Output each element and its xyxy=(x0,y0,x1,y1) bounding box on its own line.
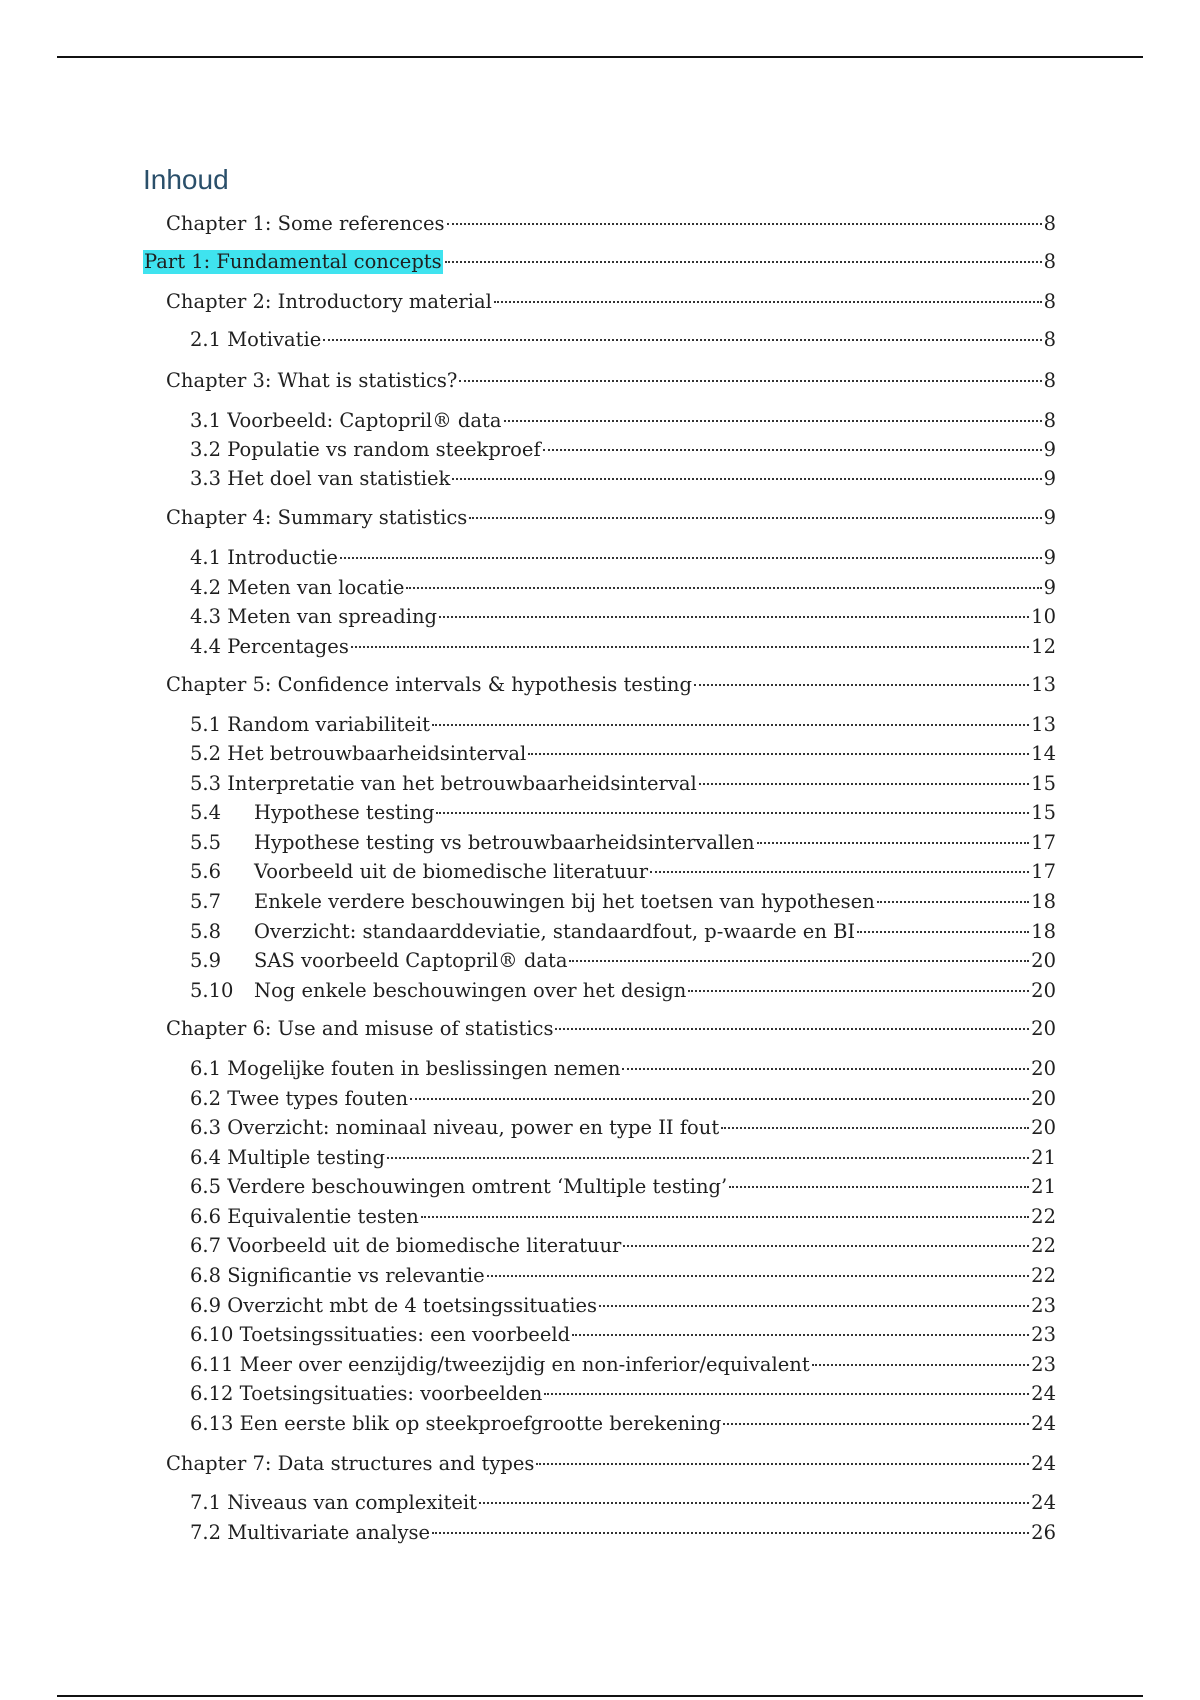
toc-entry-title: 6.5 Verdere beschouwingen omtrent ‘Multiple testing’ xyxy=(190,1175,728,1198)
toc-entry[interactable] xyxy=(190,1116,1056,1142)
toc-entry[interactable] xyxy=(166,212,1056,238)
dot-leader xyxy=(406,587,1041,589)
toc-entry-page: 22 xyxy=(1031,1264,1056,1287)
toc-entry-title-highlighted: Part 1: Fundamental concepts xyxy=(144,250,442,273)
toc-entry[interactable] xyxy=(190,409,1056,435)
toc-entry-number: 5.6 xyxy=(190,860,222,883)
dot-leader xyxy=(340,557,1042,559)
toc-entry-page: 9 xyxy=(1043,576,1056,599)
dot-leader xyxy=(877,901,1029,903)
toc-entry-number: 5.5 xyxy=(190,831,222,854)
toc-entry[interactable] xyxy=(166,1017,1056,1043)
toc-entry-number: 5.9 xyxy=(190,949,222,972)
toc-entry-page: 26 xyxy=(1031,1521,1056,1544)
toc-entry-page: 24 xyxy=(1031,1491,1056,1514)
toc-entry-page: 9 xyxy=(1043,438,1056,461)
toc-entry-page: 8 xyxy=(1043,369,1056,392)
toc-entry-title: 3.1 Voorbeeld: Captopril® data xyxy=(190,409,502,432)
toc-entry-title: 6.4 Multiple testing xyxy=(190,1146,385,1169)
toc-entry-title: Voorbeeld uit de biomedische literatuur xyxy=(254,860,649,883)
toc-entry-title: Chapter 5: Confidence intervals & hypothesis testing xyxy=(166,673,692,696)
toc-entry[interactable] xyxy=(166,290,1056,316)
toc-entry-title: 3.3 Het doel van statistiek xyxy=(190,467,451,490)
dot-leader xyxy=(694,684,1029,686)
toc-entry[interactable] xyxy=(190,949,1056,975)
dot-leader xyxy=(436,812,1029,814)
toc-heading: Inhoud xyxy=(143,164,229,195)
toc-entry-page: 21 xyxy=(1031,1146,1056,1169)
toc-entry-number: 5.8 xyxy=(190,920,222,943)
toc-entry[interactable] xyxy=(190,1521,1056,1547)
toc-entry[interactable] xyxy=(190,546,1056,572)
dot-leader xyxy=(699,783,1029,785)
toc-entry-title: Overzicht: standaarddeviatie, standaardfout, p-waarde en BI xyxy=(254,920,856,943)
toc-entry[interactable] xyxy=(190,801,1056,827)
toc-entry-page: 14 xyxy=(1031,742,1056,765)
toc-entry-title: 4.3 Meten van spreading xyxy=(190,605,437,628)
dot-leader xyxy=(447,223,1042,225)
dot-leader xyxy=(528,753,1029,755)
toc-entry-title: Chapter 4: Summary statistics xyxy=(166,506,468,529)
toc-entry[interactable] xyxy=(190,1353,1056,1379)
toc-entry-page: 8 xyxy=(1043,250,1056,273)
toc-entry-page: 10 xyxy=(1031,605,1056,628)
toc-entry-title: Chapter 7: Data structures and types xyxy=(166,1452,535,1475)
dot-leader xyxy=(504,420,1042,422)
toc-entry-title: 6.12 Toetsingsituaties: voorbeelden xyxy=(190,1382,543,1405)
toc-entry-page: 23 xyxy=(1031,1323,1056,1346)
dot-leader xyxy=(487,1275,1029,1277)
dot-leader xyxy=(812,1364,1030,1366)
toc-entry[interactable] xyxy=(190,1146,1056,1172)
toc-entry-page: 21 xyxy=(1031,1175,1056,1198)
dot-leader xyxy=(572,1334,1029,1336)
footer-rule xyxy=(57,1695,1143,1697)
dot-leader xyxy=(599,1305,1029,1307)
toc-entry[interactable] xyxy=(166,673,1056,699)
toc-entry-page: 24 xyxy=(1031,1412,1056,1435)
toc-entry-page: 15 xyxy=(1031,801,1056,824)
toc-entry-page: 20 xyxy=(1031,1116,1056,1139)
toc-entry-title: 6.1 Mogelijke fouten in beslissingen nemen xyxy=(190,1057,621,1080)
toc-entry-title: 4.1 Introductie xyxy=(190,546,338,569)
toc-entry-page: 15 xyxy=(1031,772,1056,795)
toc-entry-page: 12 xyxy=(1031,635,1056,658)
toc-entry[interactable] xyxy=(190,1057,1056,1083)
toc-entry[interactable] xyxy=(143,250,1056,276)
toc-entry-title: 6.2 Twee types fouten xyxy=(190,1087,409,1110)
toc-entry-title: Hypothese testing xyxy=(254,801,435,824)
dot-leader xyxy=(536,1463,1029,1465)
toc-entry[interactable] xyxy=(190,1087,1056,1113)
toc-entry-title: 6.10 Toetsingssituaties: een voorbeeld xyxy=(190,1323,571,1346)
dot-leader xyxy=(439,616,1029,618)
toc-entry-page: 8 xyxy=(1043,212,1056,235)
toc-entry-title: SAS voorbeeld Captopril® data xyxy=(254,949,568,972)
toc-entry-title: 6.7 Voorbeeld uit de biomedische literatuur xyxy=(190,1234,622,1257)
toc-entry-page: 23 xyxy=(1031,1294,1056,1317)
toc-entry[interactable] xyxy=(190,742,1056,768)
toc-entry-page: 24 xyxy=(1031,1382,1056,1405)
dot-leader xyxy=(650,871,1029,873)
toc-entry-title: Chapter 2: Introductory material xyxy=(166,290,492,313)
toc-entry[interactable] xyxy=(190,605,1056,631)
dot-leader xyxy=(723,1423,1029,1425)
toc-entry-page: 9 xyxy=(1043,546,1056,569)
dot-leader xyxy=(432,724,1029,726)
toc-entry-title: 4.2 Meten van locatie xyxy=(190,576,405,599)
toc-entry[interactable] xyxy=(190,920,1056,946)
toc-entry-page: 24 xyxy=(1031,1452,1056,1475)
toc-entry-title: 7.2 Multivariate analyse xyxy=(190,1521,431,1544)
toc-entry-title: 5.1 Random variabiliteit xyxy=(190,713,430,736)
toc-entry-page: 8 xyxy=(1043,409,1056,432)
dot-leader xyxy=(494,301,1042,303)
dot-leader xyxy=(351,646,1029,648)
toc-entry-title: Hypothese testing vs betrouwbaarheidsintervallen xyxy=(254,831,755,854)
toc-entry-title: 2.1 Motivatie xyxy=(190,328,322,351)
toc-entry[interactable] xyxy=(190,1294,1056,1320)
dot-leader xyxy=(623,1245,1029,1247)
toc-entry-page: 20 xyxy=(1031,1057,1056,1080)
toc-entry[interactable] xyxy=(190,860,1056,886)
toc-entry[interactable] xyxy=(190,979,1056,1005)
toc-entry-title: 5.3 Interpretatie van het betrouwbaarheidsinterval xyxy=(190,772,697,795)
toc-entry[interactable] xyxy=(190,831,1056,857)
toc-entry-page: 8 xyxy=(1043,328,1056,351)
toc-entry[interactable] xyxy=(190,1264,1056,1290)
toc-entry-number: 5.10 xyxy=(190,979,234,1002)
dot-leader xyxy=(688,990,1029,992)
toc-entry-title: 6.6 Equivalentie testen xyxy=(190,1205,419,1228)
toc-entry-page: 18 xyxy=(1031,890,1056,913)
toc-entry-title: 4.4 Percentages xyxy=(190,635,349,658)
toc-entry-title: 6.3 Overzicht: nominaal niveau, power en type II fout xyxy=(190,1116,720,1139)
toc-entry-page: 22 xyxy=(1031,1234,1056,1257)
dot-leader xyxy=(857,931,1029,933)
toc-entry-page: 20 xyxy=(1031,1017,1056,1040)
toc-entry-page: 9 xyxy=(1043,506,1056,529)
toc-entry-page: 17 xyxy=(1031,831,1056,854)
toc-entry-page: 20 xyxy=(1031,979,1056,1002)
dot-leader xyxy=(555,1028,1029,1030)
dot-leader xyxy=(544,1393,1029,1395)
toc-entry[interactable] xyxy=(190,1234,1056,1260)
toc-entry-page: 22 xyxy=(1031,1205,1056,1228)
toc-entry[interactable] xyxy=(190,635,1056,661)
toc-entry-title: Nog enkele beschouwingen over het design xyxy=(254,979,687,1002)
toc-entry-page: 8 xyxy=(1043,290,1056,313)
toc-entry-title: 6.13 Een eerste blik op steekproefgrootte berekening xyxy=(190,1412,722,1435)
toc-entry-page: 23 xyxy=(1031,1353,1056,1376)
toc-entry-page: 9 xyxy=(1043,467,1056,490)
toc-entry[interactable] xyxy=(190,1175,1056,1201)
dot-leader xyxy=(421,1216,1029,1218)
dot-leader xyxy=(445,261,1042,263)
toc-entry-title: 3.2 Populatie vs random steekproef xyxy=(190,438,541,461)
toc-entry-title: 7.1 Niveaus van complexiteit xyxy=(190,1491,477,1514)
toc-entry-page: 18 xyxy=(1031,920,1056,943)
toc-entry[interactable] xyxy=(166,369,1056,395)
toc-entry[interactable] xyxy=(190,1205,1056,1231)
dot-leader xyxy=(721,1127,1029,1129)
dot-leader xyxy=(459,380,1041,382)
toc-entry-page: 20 xyxy=(1031,1087,1056,1110)
dot-leader xyxy=(469,517,1041,519)
toc-entry-number: 5.4 xyxy=(190,801,222,824)
toc-entry-page: 17 xyxy=(1031,860,1056,883)
toc-entry-page: 13 xyxy=(1031,673,1056,696)
toc-entry[interactable] xyxy=(190,1491,1056,1517)
dot-leader xyxy=(387,1157,1029,1159)
toc-entry[interactable] xyxy=(190,467,1056,493)
toc-entry[interactable] xyxy=(190,576,1056,602)
toc-entry-number: 5.7 xyxy=(190,890,222,913)
toc-entry-title: 6.8 Significantie vs relevantie xyxy=(190,1264,485,1287)
toc-entry-page: 20 xyxy=(1031,949,1056,972)
toc-entry[interactable] xyxy=(166,506,1056,532)
dot-leader xyxy=(432,1532,1029,1534)
toc-entry[interactable] xyxy=(190,438,1056,464)
dot-leader xyxy=(729,1186,1029,1188)
toc-entry[interactable] xyxy=(190,713,1056,739)
toc-entry[interactable] xyxy=(190,1323,1056,1349)
toc-entry[interactable] xyxy=(166,1452,1056,1478)
dot-leader xyxy=(569,960,1029,962)
toc-entry[interactable] xyxy=(190,328,1056,354)
toc-entry-title: 6.11 Meer over eenzijdig/tweezijdig en non-inferior/equivalent xyxy=(190,1353,810,1376)
toc-entry-title: 5.2 Het betrouwbaarheidsinterval xyxy=(190,742,527,765)
dot-leader xyxy=(323,339,1041,341)
dot-leader xyxy=(543,449,1042,451)
toc-entry-page: 13 xyxy=(1031,713,1056,736)
toc-entry-title: Chapter 3: What is statistics? xyxy=(166,369,458,392)
dot-leader xyxy=(757,842,1030,844)
dot-leader xyxy=(479,1502,1029,1504)
dot-leader xyxy=(410,1098,1029,1100)
toc-entry[interactable] xyxy=(190,1412,1056,1438)
dot-leader xyxy=(452,478,1041,480)
toc-entry[interactable] xyxy=(190,890,1056,916)
toc-entry[interactable] xyxy=(190,772,1056,798)
toc-entry-title: 6.9 Overzicht mbt de 4 toetsingssituaties xyxy=(190,1294,598,1317)
dot-leader xyxy=(622,1068,1029,1070)
toc-entry-title: Chapter 1: Some references xyxy=(166,212,445,235)
toc-entry-title: Enkele verdere beschouwingen bij het toetsen van hypothesen xyxy=(254,890,875,913)
toc-entry[interactable] xyxy=(190,1382,1056,1408)
toc-entry-title: Chapter 6: Use and misuse of statistics xyxy=(166,1017,554,1040)
